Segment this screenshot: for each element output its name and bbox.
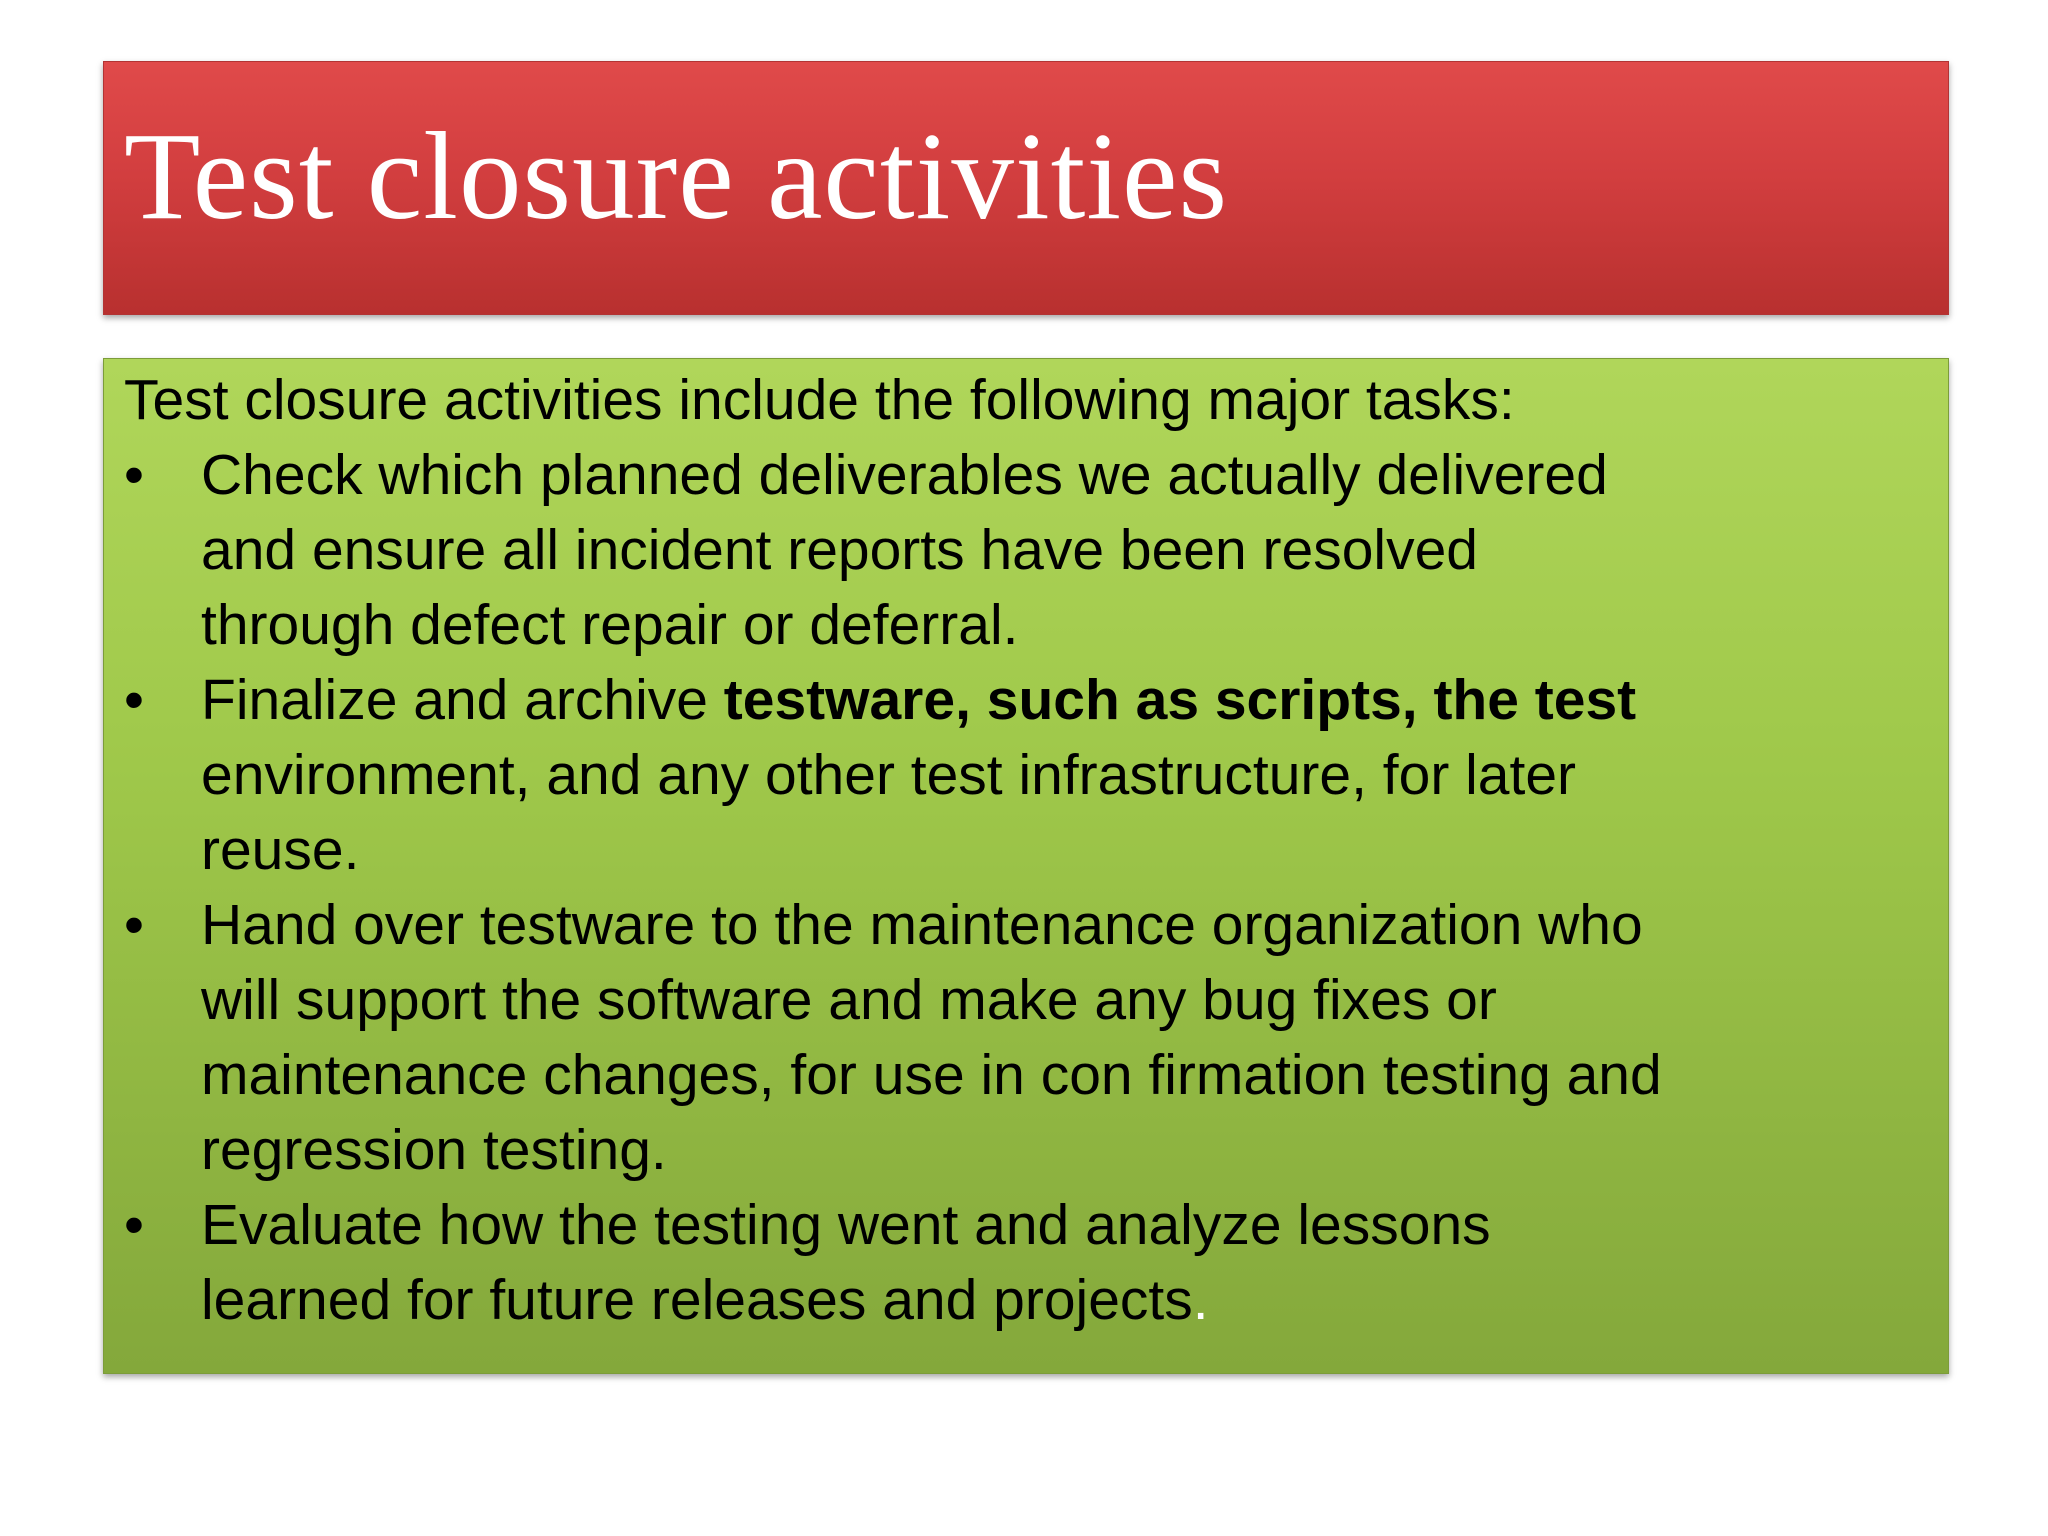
content-body [124, 363, 1924, 1338]
list-item-line: environment, and any other test infrastructure, for later [201, 743, 1577, 807]
list-item [124, 663, 1921, 888]
list-item [124, 438, 1921, 663]
list-item-line: reuse. [201, 818, 360, 882]
bullet-icon: • [124, 443, 144, 507]
list-item-line: maintenance changes, for use in con firmation testing and [201, 1043, 1662, 1107]
bullet-icon: • [124, 668, 144, 732]
list-item-line: and ensure all incident reports have been resolved [201, 518, 1478, 582]
task-list [124, 438, 1924, 1338]
list-item-line: Check which planned deliverables we actually delivered [201, 443, 1608, 507]
list-item-bold-text: testware, such as scripts, the test [723, 668, 1637, 732]
list-item-line: regression testing. [201, 1118, 667, 1182]
list-item-line: Evaluate how the testing went and analyze lessons [201, 1193, 1491, 1257]
trailing-period: . [1192, 1268, 1209, 1332]
list-item-line: through defect repair or deferral. [201, 593, 1019, 657]
list-item [124, 888, 1921, 1188]
slide-title: Test closure activities [124, 108, 1229, 246]
list-item-line [201, 663, 1921, 738]
content-panel [103, 358, 1949, 1374]
list-item-text: Finalize and archive [201, 668, 724, 732]
title-banner [103, 61, 1949, 315]
list-item-line: Hand over testware to the maintenance organization who [201, 893, 1643, 957]
bullet-icon: • [124, 1193, 144, 1257]
bullet-icon: • [124, 893, 144, 957]
list-item-line: will support the software and make any bug fixes or [201, 968, 1497, 1032]
list-item-line [201, 1263, 1921, 1338]
intro-text: Test closure activities include the following major tasks: [124, 368, 1515, 432]
list-item-text: learned for future releases and projects [201, 1268, 1193, 1332]
list-item [124, 1188, 1921, 1338]
